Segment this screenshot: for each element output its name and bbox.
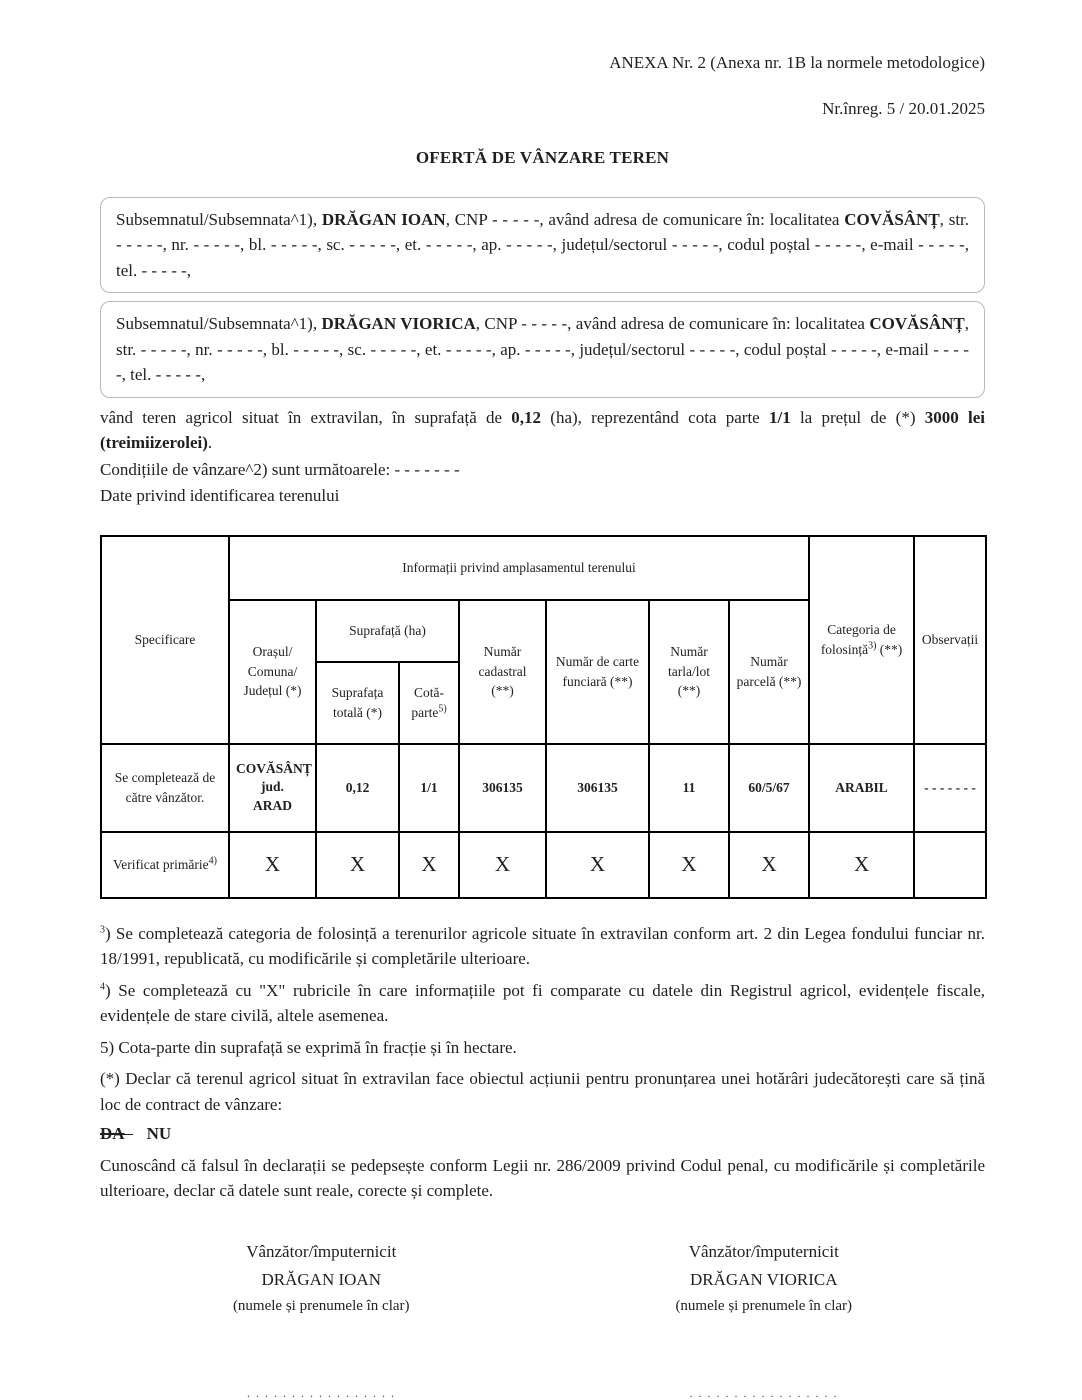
col-header-amplasament: Informații privind amplasamentul terenului — [229, 536, 809, 600]
seller2-name: DRĂGAN VIORICA — [321, 314, 476, 333]
categoria-footnote-ref: 3) — [868, 640, 877, 651]
signature-section — [100, 1238, 985, 1319]
da-nu-choice — [100, 1121, 985, 1147]
cota-parte-label: Cotă-parte — [411, 684, 444, 720]
seller1-intro: Subsemnatul/Subsemnata^1), — [116, 209, 322, 229]
county-prefix: jud. — [261, 779, 284, 795]
sale-price: 3000 lei — [924, 407, 985, 427]
locality-name: COVĂSÂNȚ — [236, 761, 312, 777]
verificat-footnote-ref: 4) — [208, 855, 217, 867]
declaration-court: (*) Declar că terenul agricol situat în extravilan face obiectul acțiunii pentru pronunțarea unei hotărâri judecătorești care să țină loc de contract de vânzare: — [100, 1069, 985, 1114]
cota-parte-footnote-ref: 5) — [438, 703, 447, 714]
row-label-verificat — [101, 832, 229, 898]
sale-paragraph — [100, 405, 985, 456]
strike-tail — [124, 1134, 133, 1135]
sale-text: vând teren agricol situat în extravilan, în suprafață de — [100, 407, 512, 427]
da-option-struck: DA — [100, 1124, 125, 1143]
col-header-observatii: Observații — [914, 536, 986, 744]
table-row-verification — [101, 832, 986, 898]
verif-x-carte: X — [546, 832, 649, 898]
cell-observatii: - - - - - - - — [914, 744, 986, 832]
page-title: OFERTĂ DE VÂNZARE TEREN — [415, 148, 670, 167]
col-header-cota-parte — [399, 662, 459, 744]
col-header-nr-parcela: Număr parcelă (**) — [729, 600, 809, 744]
anexa-heading: ANEXA Nr. 2 (Anexa nr. 1B la normele metodologice) — [609, 53, 985, 72]
verif-x-parcela: X — [729, 832, 809, 898]
verif-observatii-empty — [914, 832, 986, 898]
signature-name: DRĂGAN VIORICA — [690, 1269, 838, 1289]
conditions-line: Condițiile de vânzare^2) sunt următoarele: - - - - - - - — [100, 459, 460, 479]
col-header-suprafata-totala: Suprafața totală (*) — [316, 662, 399, 744]
cell-carte: 306135 — [546, 744, 649, 832]
registration-number: Nr.înreg. 5 / 20.01.2025 — [822, 98, 985, 118]
signature-note: (numele și prenumele în clar) — [232, 1297, 410, 1314]
verificat-label: Verificat primărie — [113, 856, 209, 872]
cell-cota: 1/1 — [399, 744, 459, 832]
cell-tarla: 11 — [649, 744, 729, 832]
seller2-box — [100, 301, 985, 398]
footnote-3-text: ) Se completează categoria de folosință a terenurilor agricole situate în extravilan conform art. 2 din Legea fondului funciar nr. 18/1991, republicată, cu modificările și completările ulterioare. — [100, 923, 985, 968]
categoria-label: Categoria de folosință — [820, 621, 896, 657]
categoria-suffix: (**) — [876, 641, 903, 657]
signature-dotted-line-left: . . . . . . . . . . . . . . . . . — [247, 1386, 396, 1400]
verif-x-suprafata: X — [316, 832, 399, 898]
seller1-box — [100, 197, 985, 294]
col-header-categoria — [809, 536, 914, 744]
seller2-intro: Subsemnatul/Subsemnata^1), — [116, 314, 322, 333]
signature-lines — [100, 1384, 985, 1400]
signature-role: Vânzător/împuternicit — [688, 1241, 839, 1261]
cell-parcela: 60/5/67 — [729, 744, 809, 832]
footnotes-section — [100, 921, 985, 1204]
sale-text: (ha), reprezentând cota parte — [541, 407, 769, 427]
sale-area: 0,12 — [511, 407, 542, 427]
footnote-5: 5) Cota-parte din suprafață se exprimă în fracție și în hectare. — [100, 1037, 517, 1057]
cell-locality — [229, 744, 316, 832]
signature-block-right — [543, 1238, 986, 1319]
cell-suprafata: 0,12 — [316, 744, 399, 832]
verif-x-tarla: X — [649, 832, 729, 898]
footnote-4-text: ) Se completează cu "X" rubricile în care informațiile pot fi comparate cu datele din Registrul agricol, evidențele fiscale, evidențele de stare civilă, altele asemenea. — [100, 980, 985, 1025]
signature-note: (numele și prenumele în clar) — [675, 1297, 853, 1314]
cell-categoria: ARABIL — [809, 744, 914, 832]
signature-dotted-line-right: . . . . . . . . . . . . . . . . . — [689, 1386, 838, 1400]
land-identification-table — [100, 535, 987, 899]
footnote-4 — [100, 978, 985, 1029]
sale-text: la prețul de (*) — [790, 407, 925, 427]
row-label-seller: Se completează de către vânzător. — [101, 744, 229, 832]
seller2-cnp: , CNP - - - - -, având adresa de comunicare în: localitatea — [475, 314, 870, 333]
verif-x-categoria: X — [809, 832, 914, 898]
signature-name: DRĂGAN IOAN — [261, 1269, 381, 1289]
col-header-specificare: Specificare — [101, 536, 229, 744]
sale-text: . — [207, 433, 213, 452]
sale-price-words: (treimiizerolei) — [100, 433, 208, 452]
seller1-cnp: , CNP - - - - -, având adresa de comunicare în: localitatea — [445, 209, 845, 229]
col-header-orasul: Orașul/ Comuna/ Județul (*) — [229, 600, 316, 744]
seller1-name: DRĂGAN IOAN — [321, 209, 446, 229]
county-name: ARAD — [253, 797, 292, 813]
signature-block-left — [100, 1238, 543, 1319]
col-header-nr-carte: Număr de carte funciară (**) — [546, 600, 649, 744]
footnote-3 — [100, 921, 985, 972]
col-header-nr-tarla: Număr tarla/lot (**) — [649, 600, 729, 744]
seller1-locality: COVĂSÂNȚ — [844, 209, 940, 229]
verif-x-cota: X — [399, 832, 459, 898]
penal-declaration: Cunoscând că falsul în declarații se pedepsește conform Legii nr. 286/2009 privind Codul penal, cu modificările și completările ulterioare, declar că datele sunt reale, corecte și complete. — [100, 1155, 985, 1200]
sale-share: 1/1 — [768, 407, 791, 427]
nu-option: NU — [146, 1124, 172, 1143]
cell-cadastral: 306135 — [459, 744, 546, 832]
table-row-seller — [101, 744, 986, 832]
seller2-address: , str. - - - - -, nr. - - - - -, bl. - - - - -, sc. - - - - -, et. - - - - -, ap. - - - - -, județul/sectorul - - - - -, codul poștal - - - - -, e-mail - - - - -, tel. - - - - -, — [116, 314, 969, 384]
seller1-address: , str. - - - - -, nr. - - - - -, bl. - - - - -, sc. - - - - -, et. - - - - -, ap. - - - - -, județul/sectorul - - - - -, codul poștal - - - - -, e-mail - - - - -, tel. - - - - -, — [116, 209, 970, 280]
signature-role: Vânzător/împuternicit — [246, 1241, 397, 1261]
footnote-3-ref: 3 — [100, 923, 105, 935]
verif-x-orasul: X — [229, 832, 316, 898]
verif-x-cadastral: X — [459, 832, 546, 898]
col-header-suprafata-ha: Suprafață (ha) — [316, 600, 459, 662]
col-header-nr-cadastral: Număr cadastral (**) — [459, 600, 546, 744]
table-intro: Date privind identificarea terenului — [100, 486, 340, 505]
seller2-locality: COVĂSÂNȚ — [869, 314, 965, 333]
footnote-4-ref: 4 — [100, 980, 105, 992]
